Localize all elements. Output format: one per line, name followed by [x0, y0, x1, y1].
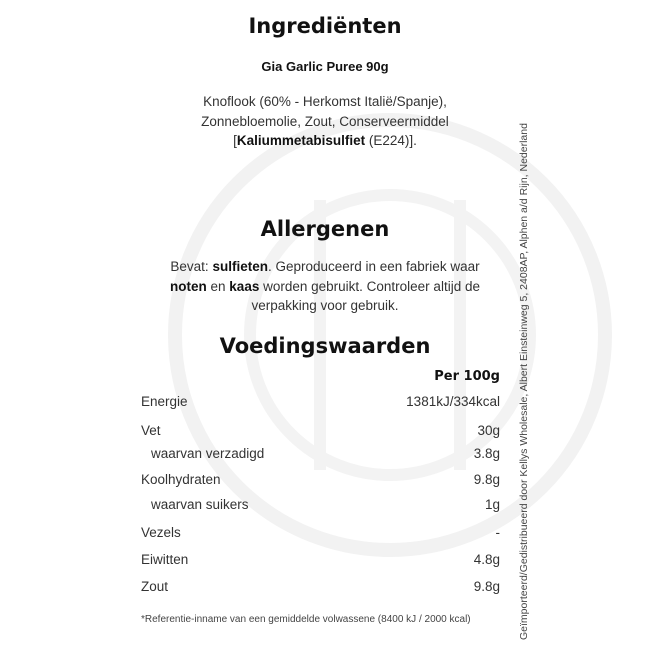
text: . Geproduceerd in een fabriek waar [267, 259, 480, 274]
column-header: Per 100g [434, 369, 500, 384]
text: en [206, 278, 230, 294]
nutrition-row [141, 497, 500, 512]
distributor-text: Geïmporteerd/Gedistribueerd door Kellys Wholesale, Albert Einsteinweg 5, 2408AP, Alphen a/d Rijn, Nederland [518, 123, 530, 640]
allergen-bold: noten [170, 278, 207, 294]
nutrient-value: - [495, 525, 500, 540]
ingredients-line: Zonnebloemolie, Zout, Conserveermiddel [201, 113, 449, 129]
nutrition-row [141, 552, 500, 567]
nutrient-label: waarvan verzadigd [151, 446, 265, 461]
nutrient-label: waarvan suikers [151, 497, 249, 512]
nutrient-label: Eiwitten [141, 552, 189, 567]
nutrition-row [141, 472, 500, 487]
nutrient-value: 1381kJ/334kcal [406, 394, 500, 409]
nutrient-label: Energie [141, 394, 188, 409]
footnote: *Referentie-inname van een gemiddelde volwassene (8400 kJ / 2000 kcal) [141, 614, 471, 625]
nutrition-row [141, 394, 500, 409]
nutrient-label: Zout [141, 579, 169, 594]
nutrition-row [141, 579, 500, 594]
text: Bevat: [170, 259, 213, 274]
allergens-text [0, 257, 650, 316]
allergen-bold: sulfieten [212, 259, 268, 274]
nutrient-value: 9.8g [473, 472, 500, 487]
text: (E224)]. [365, 133, 417, 148]
nutrient-label: Koolhydraten [141, 472, 221, 487]
nutrient-value: 30g [477, 423, 500, 438]
text: worden gebruikt. Controleer altijd de [259, 278, 480, 294]
nutrition-row [141, 525, 500, 540]
nutrition-row [141, 423, 500, 438]
text: [ [233, 133, 237, 148]
ingredients-text [0, 92, 650, 151]
allergen-bold: Kaliummetabisulfiet [236, 133, 366, 148]
allergen-bold: kaas [229, 278, 260, 294]
allergens-title: Allergenen [260, 217, 390, 241]
nutrient-label: Vet [141, 423, 161, 438]
nutrient-value: 9.8g [473, 579, 500, 594]
nutrition-row [141, 446, 500, 461]
nutrient-value: 3.8g [473, 446, 500, 461]
nutrient-label: Vezels [141, 525, 181, 540]
ingredients-line: Knoflook (60% - Herkomst Italië/Spanje), [203, 94, 447, 109]
ingredients-title: Ingrediënten [248, 14, 402, 38]
product-name: Gia Garlic Puree 90g [261, 59, 389, 74]
nutrient-value: 4.8g [473, 552, 500, 567]
nutrient-value: 1g [484, 497, 500, 512]
ingredients-line [0, 131, 650, 151]
nutrition-title: Voedingswaarden [219, 334, 431, 358]
text: verpakking voor gebruik. [251, 298, 399, 313]
